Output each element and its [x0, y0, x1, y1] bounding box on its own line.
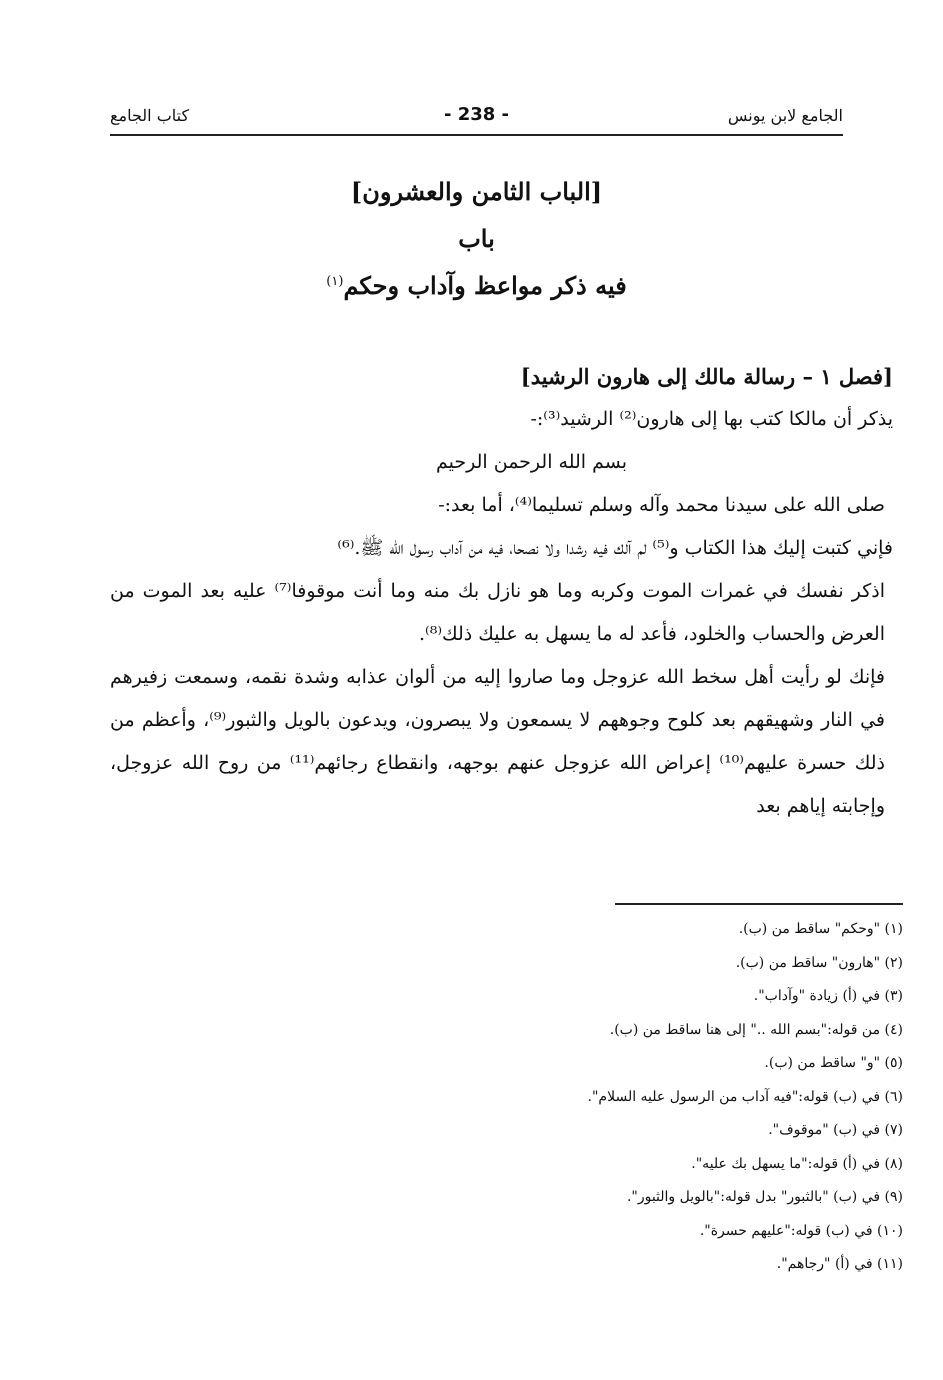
footnote: (١١) في (أ) "رجاهم".	[776, 1256, 903, 1272]
footnote: (٧) في (ب) "موقوف".	[768, 1122, 903, 1138]
footnote-divider	[615, 903, 903, 905]
footnote: (٦) في (ب) قوله:"فيه آداب من الرسول عليه السلام".	[587, 1088, 903, 1105]
header-book-title: الجامع لابن يونس	[727, 106, 843, 125]
paragraph-punishment: فإنك لو رأيت أهل سخط الله عزوجل وما صاروا إليه من ألوان عذابه وشدة نقمه، وسمعت زفيرهم في النار وشهيقهم بعد كلوح وجوههم لا يسمعون ولا يبصرون، ويدعون بالويل والثبور⁽⁹⁾، وأعظم من ذلك حسرة عليهم⁽¹⁰⁾ إعراض الله عزوجل عنهم بوجهه، وانقطاع رجائهم⁽¹¹⁾ من روح الله عزوجل، وإجابته إياهم بعد	[110, 666, 886, 817]
footnote: (٢) "هارون" ساقط من (ب).	[735, 954, 903, 971]
footnote: (٩) في (ب) "بالثبور" بدل قوله:"بالويل والثبور".	[626, 1189, 903, 1205]
main-text	[110, 355, 893, 828]
footnote: (٨) في (أ) قوله:"ما يسهل بك عليه".	[691, 1155, 903, 1172]
footnote: (٥) "و" ساقط من (ب).	[764, 1055, 903, 1071]
paragraph-remember-death: اذكر نفسك في غمرات الموت وكربه وما هو نازل بك منه وما أنت موقوفا⁽⁷⁾ عليه بعد الموت من العرض والحساب والخلود، فأعد له ما يسهل به عليك ذلك⁽⁸⁾.	[110, 580, 885, 645]
header-section-title: كتاب الجامع	[110, 106, 190, 125]
chapter-title-block	[110, 178, 843, 318]
paragraph-letter-opening: فإني كتبت إليك هذا الكتاب و⁽⁵⁾ لم آلك فيه رشدا ولا نصحا، فيه من آداب رسول الله ﷺ.⁽⁶⁾	[337, 537, 893, 559]
paragraph-salutation: صلى الله على سيدنا محمد وآله وسلم تسليما⁽⁴⁾، أما بعد:-	[438, 494, 885, 516]
footnote: (٤) من قوله:"بسم الله .." إلى هنا ساقط من (ب).	[609, 1021, 903, 1038]
chapter-title: [الباب الثامن والعشرون]	[350, 177, 603, 206]
footnote: (١) "وحكم" ساقط من (ب).	[738, 921, 903, 937]
footnote: (٣) في (أ) زيادة "وآداب".	[753, 988, 903, 1004]
subject-title	[110, 272, 843, 301]
footnotes	[83, 913, 903, 1282]
subject-footnote-ref: (١)	[326, 273, 344, 289]
section-heading: [فصل ١ – رسالة مالك إلى هارون الرشيد]	[520, 364, 893, 389]
subject-text: فيه ذكر مواعظ وآداب وحكم	[343, 270, 627, 300]
basmala: بسم الله الرحمن الرحيم	[436, 451, 627, 473]
paragraph-intro: يذكر أن مالكا كتب بها إلى هارون⁽²⁾ الرشيد⁽³⁾:-	[530, 408, 893, 430]
running-header	[110, 104, 843, 136]
footnote: (١٠) في (ب) قوله:"عليهم حسرة".	[699, 1222, 903, 1239]
bab-title: باب	[458, 223, 495, 253]
page-number: - 238 -	[443, 104, 510, 125]
